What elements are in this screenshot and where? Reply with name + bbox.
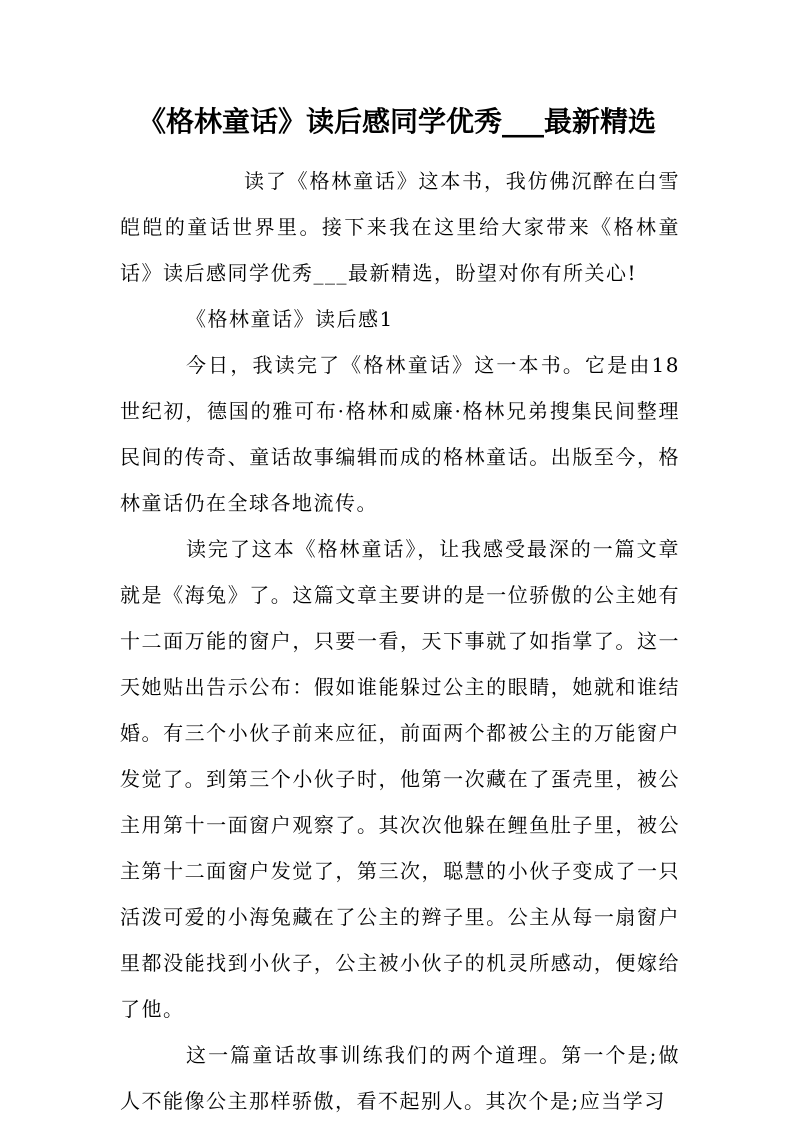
intro-paragraph: 读了《格林童话》这本书，我仿佛沉醉在白雪皑皑的童话世界里。接下来我在这里给大家带来《格林童话》读后感同学优秀___最新精选，盼望对你有所关心! — [120, 169, 680, 285]
section-heading: 《格林童话》读后感1 — [186, 307, 394, 331]
body-paragraph: 这一篇童话故事训练我们的两个道理。第一个是;做人不能像公主那样骄傲，看不起别人。其次个是;应当学习 — [120, 1043, 680, 1113]
body-paragraph: 读完了这本《格林童话》，让我感受最深的一篇文章就是《海兔》了。这篇文章主要讲的是一位骄傲的公主她有十二面万能的窗户，只要一看，天下事就了如指掌了。这一天她贴出告示公布：假如谁能躲过公主的眼睛，她就和谁结婚。有三个小伙子前来应征，前面两个都被公主的万能窗户发觉了。到第三个小伙子时，他第一次藏在了蛋壳里，被公主用第十一面窗户观察了。其次次他躲在鲤鱼肚子里，被公主第十二面窗户发觉了，第三次，聪慧的小伙子变成了一只活泼可爱的小海兔藏在了公主的辫子里。公主从每一扇窗户里都没能找到小伙子，公主被小伙子的机灵所感动，便嫁给了他。 — [120, 537, 680, 1021]
document-body — [120, 158, 680, 1124]
document-title: 《格林童话》读后感同学优秀___最新精选 — [137, 105, 656, 138]
body-paragraph: 今日，我读完了《格林童话》这一本书。它是由18世纪初，德国的雅可布·格林和威廉·格林兄弟搜集民间整理民间的传奇、童话故事编辑而成的格林童话。出版至今，格林童话仍在全球各地流传。 — [120, 353, 680, 515]
